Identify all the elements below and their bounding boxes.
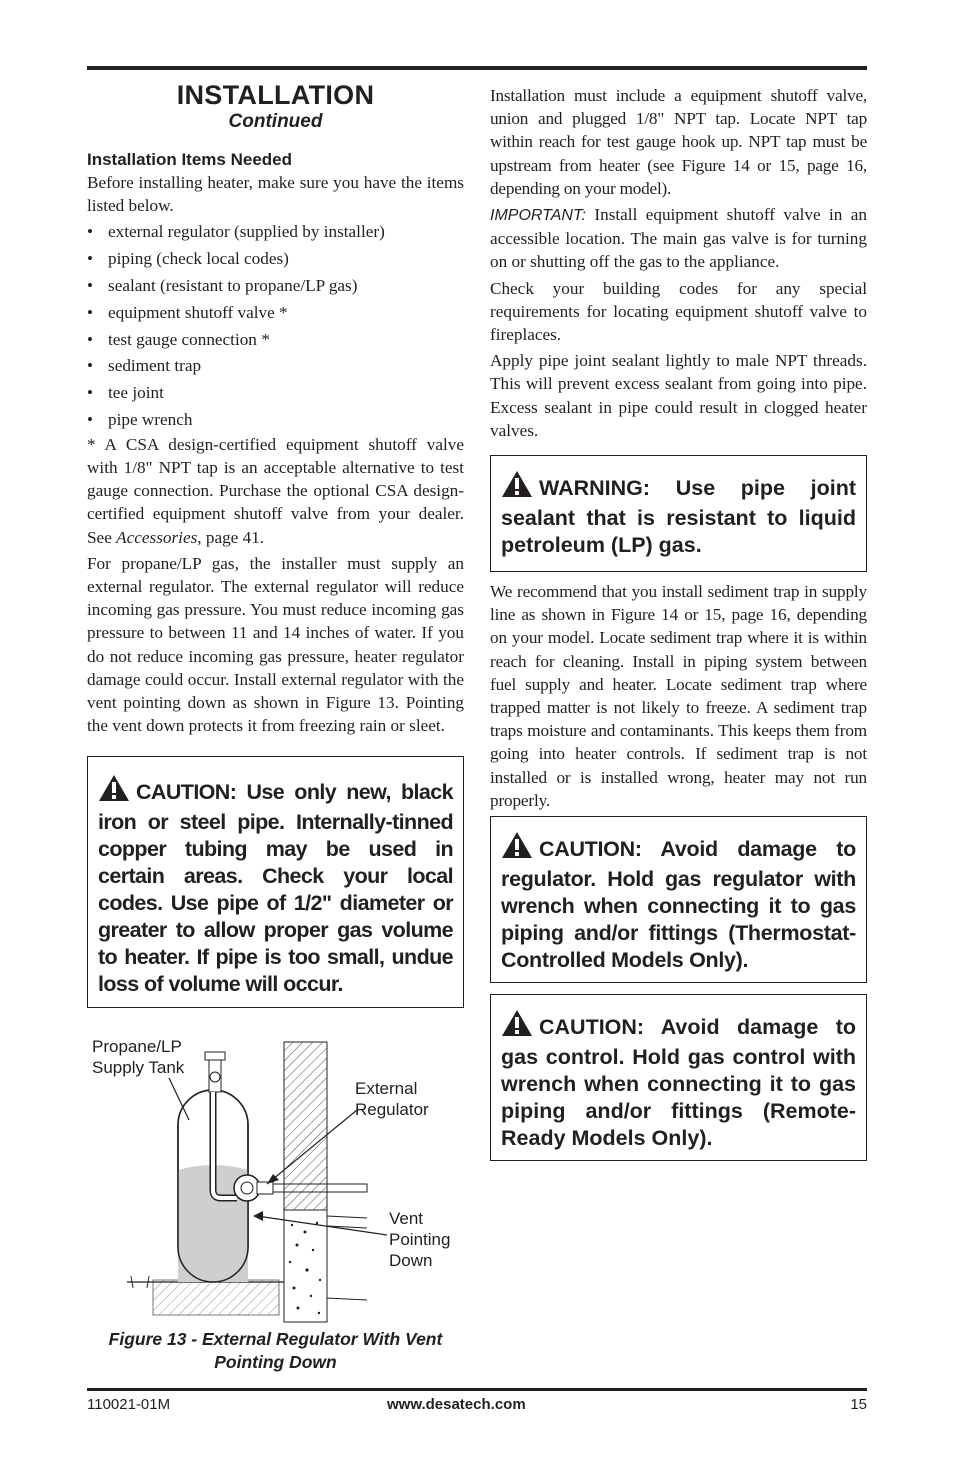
items-list [87, 220, 464, 431]
warning-icon [501, 831, 533, 866]
list-item: • piping (check local codes) [87, 249, 289, 269]
list-item: • test gauge connection * [87, 329, 270, 349]
caution-pipe-box [87, 756, 464, 1008]
caution-gas-control-text: CAUTION: Avoid damage to gas control. Hold gas control with wrench when connecting it to gas piping and/or fittings (Remote-Ready Models Only). [501, 1015, 856, 1151]
codes-paragraph: Check your building codes for any special requirements for locating equipment shutoff valve to fireplaces. [490, 278, 867, 345]
section-title: INSTALLATION [176, 80, 375, 110]
website-link[interactable]: www.desatech.com [387, 1396, 526, 1413]
label-tank: Propane/LP Supply Tank [92, 1037, 185, 1077]
label-vent: Vent Pointing Down [389, 1209, 451, 1270]
warning-sealant-box [490, 455, 867, 572]
items-heading: Installation Items Needed [87, 150, 292, 169]
warning-sealant-text: WARNING: Use pipe joint sealant that is resistant to liquid petroleum (LP) gas. [501, 476, 856, 558]
important-paragraph: IMPORTANT: Install equipment shutoff valve in an accessible location. The main gas valve is for turning on or shutting off the gas to the appliance. [490, 205, 867, 272]
label-regulator: External Regulator [355, 1079, 429, 1119]
list-item: • external regulator (supplied by installer) [87, 222, 385, 242]
items-intro: Before installing heater, make sure you have the items listed below. [87, 173, 464, 216]
warning-icon [501, 1009, 533, 1044]
caution-pipe-text: CAUTION: Use only new, black iron or steel pipe. Internally-tinned copper tubing may be used in certain areas. Check your local codes. Use pipe of 1/2" diameter or greater to allow proper gas volume to heater. If pipe is too small, undue loss of volume will occur. [98, 780, 453, 997]
propane-paragraph: For propane/LP gas, the installer must supply an external regulator. The external regulator will reduce incoming gas pressure. You must reduce incoming gas pressure to between 11 and 14 inches of water. If you do not reduce incoming gas pressure, heater regulator damage could occur. Install external regulator with the vent pointing down as shown in Figure 13. Pointing the vent down protects it from freezing rain or sleet. [87, 553, 464, 736]
list-item: • equipment shutoff valve * [87, 302, 288, 322]
list-item: • pipe wrench [87, 409, 193, 429]
doc-number: 110021-01M [87, 1396, 171, 1413]
shutoff-paragraph: Installation must include a equipment shutoff valve, union and plugged 1/8" NPT tap. Locate NPT tap within reach for test gauge hook up. NPT tap must be upstream from heater (see Figure 14 or 15, page 16, depending on your model). [490, 86, 867, 198]
figure-13 [87, 1030, 464, 1330]
warning-icon [98, 774, 130, 809]
sealant-paragraph: Apply pipe joint sealant lightly to male NPT threads. This will prevent excess sealant from going into pipe. Excess sealant in pipe could result in clogged heater valves. [490, 351, 867, 440]
left-column [87, 80, 464, 1008]
figure-caption: Figure 13 - External Regulator With Vent Pointing Down [108, 1329, 443, 1372]
caution-regulator-box [490, 816, 867, 983]
footnote: * A CSA design-certified equipment shutoff valve with 1/8" NPT tap is an acceptable alternative to test gauge connection. Purchase the optional CSA design-certified equipment shutoff valve from your dealer. See Accessories, page 41. [87, 434, 464, 547]
warning-icon [501, 470, 533, 505]
bottom-rule [87, 1388, 867, 1391]
list-item: • sediment trap [87, 356, 202, 376]
section-subtitle: Continued [228, 111, 323, 132]
caution-regulator-text: CAUTION: Avoid damage to regulator. Hold gas regulator with wrench when connecting it to gas piping and/or fittings (Thermostat-Controlled Models Only). [501, 837, 856, 973]
list-item: • sealant (resistant to propane/LP gas) [87, 276, 358, 295]
top-rule [87, 66, 867, 70]
sediment-paragraph: We recommend that you install sediment trap in supply line as shown in Figure 14 or 15, page 16, depending on your model. Locate sediment trap where it is within reach for cleaning. Install in piping system between fuel supply and heater. Locate sediment trap where trapped matter is not likely to freeze. A sediment trap traps moisture and contaminants. This keeps them from going into heater controls. If sediment trap is not installed or is installed wrong, heater may not run properly. [490, 582, 867, 810]
list-item: • tee joint [87, 383, 164, 403]
caution-gas-control-box [490, 994, 867, 1161]
right-column [490, 84, 867, 1161]
page-number: 15 [850, 1396, 867, 1413]
